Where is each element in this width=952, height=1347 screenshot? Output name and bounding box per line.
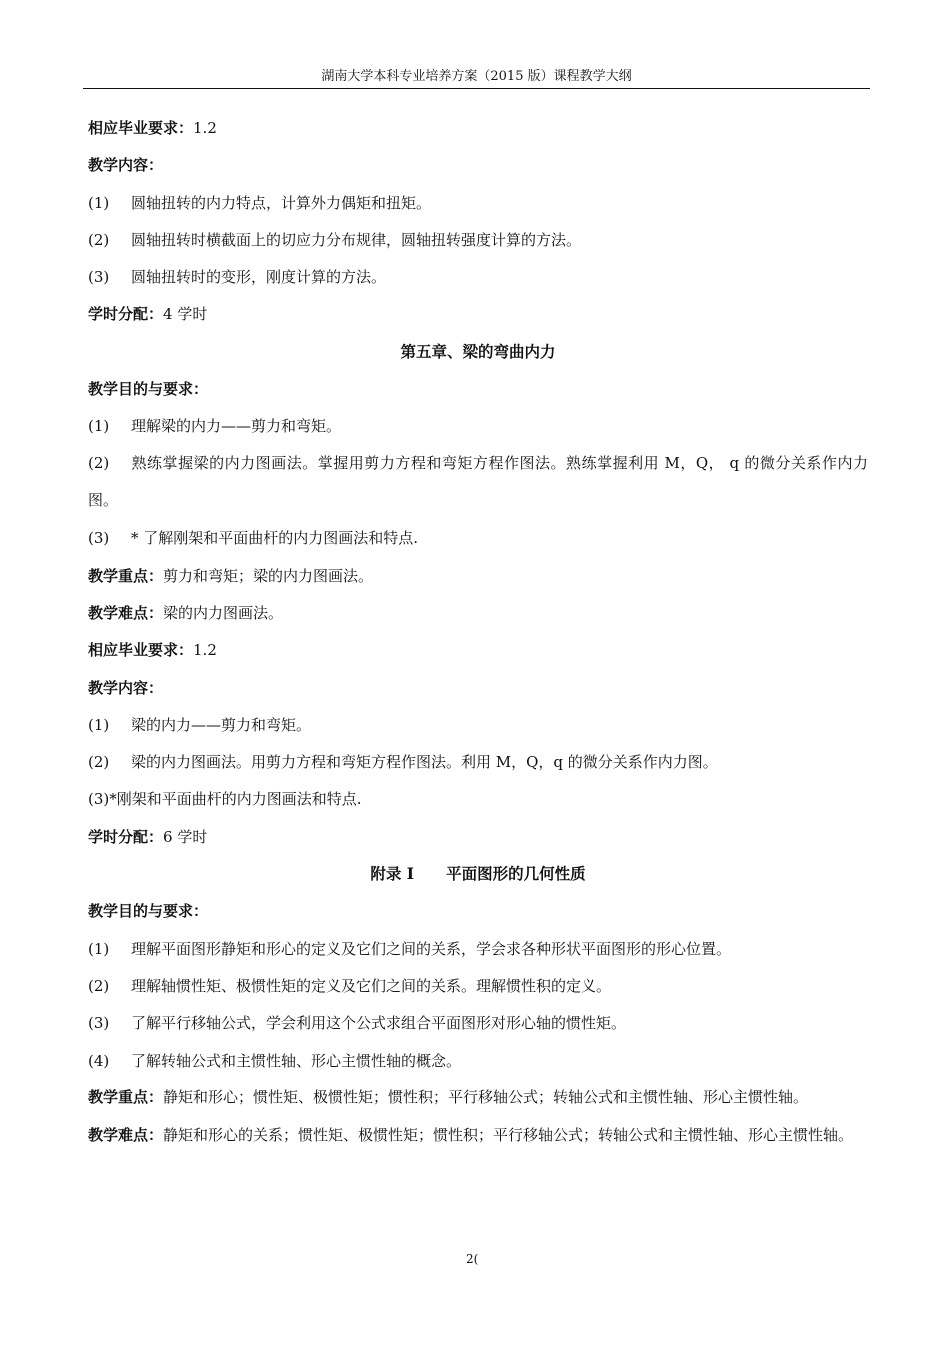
graduation-requirement: 相应毕业要求：1.2 — [88, 641, 217, 660]
list-item: (1) 理解平面图形静矩和形心的定义及它们之间的关系，学会求各种形状平面图形的形心位置。 — [88, 939, 732, 958]
page-header: 湖南大学本科专业培养方案（2015 版）课程教学大纲 — [321, 69, 632, 84]
page-number: 2( — [466, 1252, 479, 1266]
list-item: (2) 熟练掌握梁的内力图画法。掌握用剪力方程和弯矩方程作图法。熟练掌握利用 M，Q， q 的微分关系作内力图。 — [88, 454, 868, 510]
appendix-heading: 附录 I 平面图形的几何性质 — [370, 864, 586, 884]
hours-allocation: 学时分配：4 学时 — [88, 305, 208, 324]
list-item: (1) 梁的内力——剪力和弯矩。 — [88, 715, 312, 734]
objectives-label: 教学目的与要求： — [88, 902, 209, 921]
list-item: (2) 梁的内力图画法。用剪力方程和弯矩方程作图法。利用 M，Q，q 的微分关系作内力图。 — [88, 753, 718, 772]
hours-allocation: 学时分配：6 学时 — [88, 827, 208, 846]
teaching-difficulty: 教学难点：梁的内力图画法。 — [88, 603, 284, 622]
teaching-content-label: 教学内容： — [88, 678, 164, 697]
list-item: (3) 圆轴扭转时的变形，刚度计算的方法。 — [88, 268, 387, 287]
list-item: (2) 圆轴扭转时横截面上的切应力分布规律，圆轴扭转强度计算的方法。 — [88, 230, 582, 249]
objectives-label: 教学目的与要求： — [88, 380, 209, 399]
graduation-requirement: 相应毕业要求：1.2 — [88, 119, 217, 137]
document-body — [88, 118, 868, 1163]
list-item: (3)*刚架和平面曲杆的内力图画法和特点. — [88, 790, 362, 809]
teaching-difficulty: 教学难点：静矩和形心的关系；惯性矩、极惯性矩；惯性积；平行移轴公式；转轴公式和主惯性轴、形心主惯性轴。 — [88, 1125, 854, 1144]
teaching-content-label: 教学内容： — [88, 156, 164, 175]
header-divider — [83, 88, 870, 89]
list-item: (4) 了解转轴公式和主惯性轴、形心主惯性轴的概念。 — [88, 1051, 462, 1070]
teaching-focus: 教学重点：剪力和弯矩；梁的内力图画法。 — [88, 566, 374, 585]
chapter-heading: 第五章、梁的弯曲内力 — [400, 341, 556, 361]
teaching-focus: 教学重点：静矩和形心；惯性矩、极惯性矩；惯性积；平行移轴公式；转轴公式和主惯性轴、形心主惯性轴。 — [88, 1088, 809, 1107]
list-item: (1) 圆轴扭转的内力特点，计算外力偶矩和扭矩。 — [88, 193, 432, 212]
list-item: (2) 理解轴惯性矩、极惯性矩的定义及它们之间的关系。理解惯性积的定义。 — [88, 976, 612, 995]
list-item: (3) 了解平行移轴公式，学会利用这个公式求组合平面图形对形心轴的惯性矩。 — [88, 1014, 627, 1033]
list-item: (3) * 了解刚架和平面曲杆的内力图画法和特点. — [88, 529, 419, 548]
list-item: (1) 理解梁的内力——剪力和弯矩。 — [88, 417, 342, 436]
